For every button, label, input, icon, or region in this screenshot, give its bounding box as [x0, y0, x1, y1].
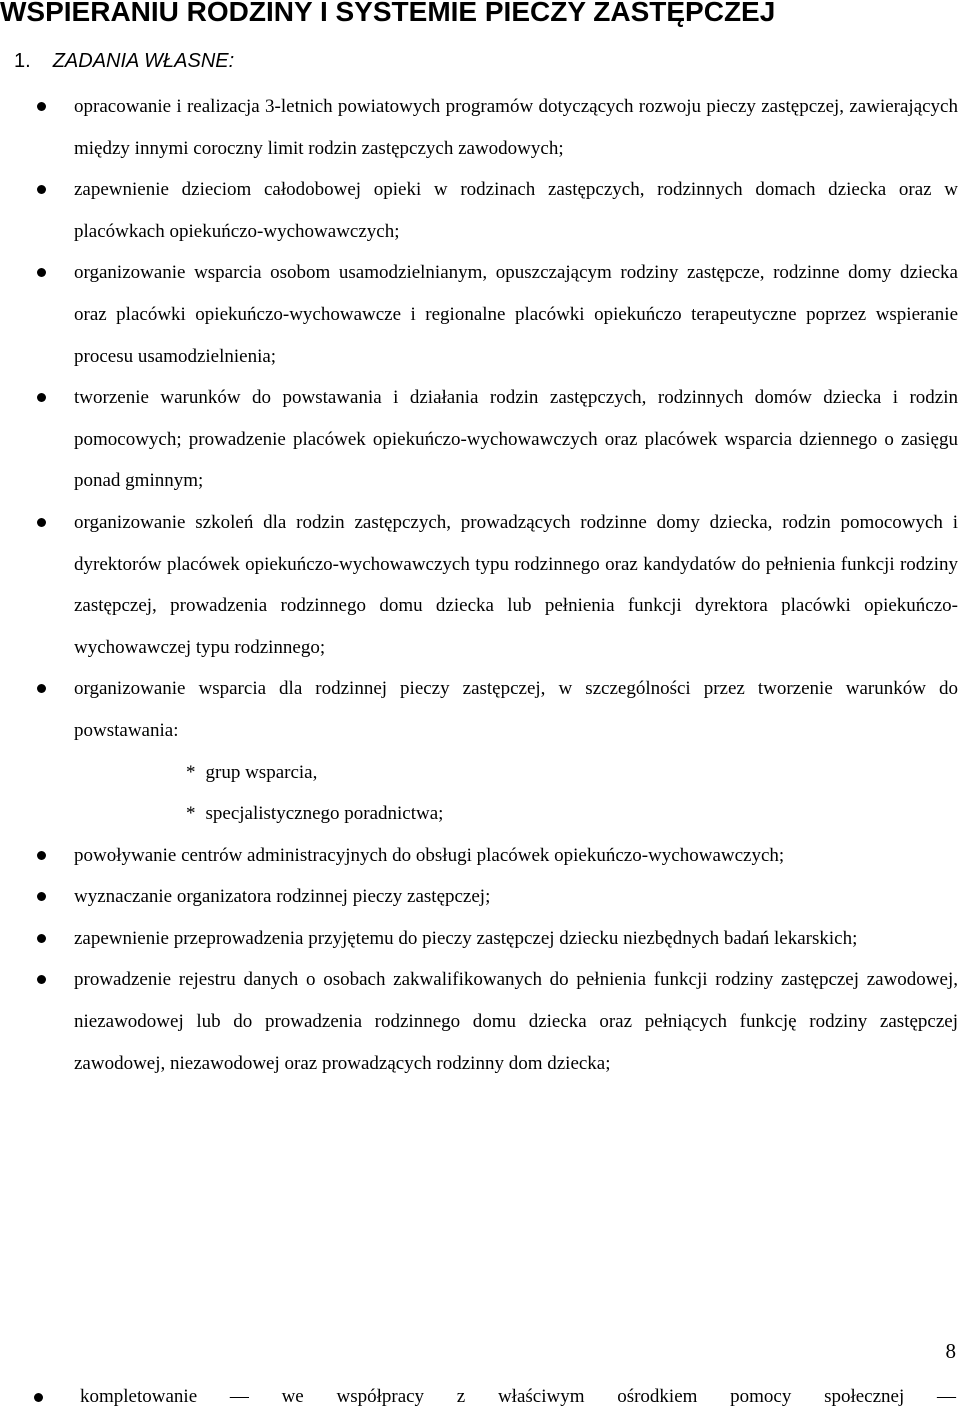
page-number: 8 [945, 1339, 956, 1363]
sub-list-item [74, 793, 958, 835]
list-item: tworzenie warunków do powstawania i działania rodzin zastępczych, rodzinnych domów dziecka i rodzin pomocowych; prowadzenie placówek opiekuńczo-wychowawczych oraz placówek wsparcia dziennego o zasięgu ponad gminnym; [74, 377, 958, 502]
bullet-icon [34, 1393, 43, 1402]
sub-item-text: specjalistycznego poradnictwa; [205, 803, 444, 825]
section-heading [14, 48, 234, 74]
list-item: powoływanie centrów administracyjnych do obsługi placówek opiekuńczo-wychowawczych; [74, 835, 958, 877]
list-item: zapewnienie przeprowadzenia przyjętemu do pieczy zastępczej dziecku niezbędnych badań lekarskich; [74, 918, 958, 960]
list-item-partial: kompletowanie — we współpracy z właściwym ośrodkiem pomocy społecznej — [80, 1386, 956, 1407]
list-item: prowadzenie rejestru danych o osobach zakwalifikowanych do pełnienia funkcji rodziny zastępczej zawodowej, niezawodowej lub do prowadzenia rodzinnego domu dziecka oraz pełniących funkcję rodziny zastępczej zawodowej, niezawodowej oraz prowadzących rodzinny dom dziecka; [74, 959, 958, 1084]
section-title: ZADANIA WŁASNE: [52, 50, 235, 72]
list-item [74, 668, 958, 834]
list-item: organizowanie wsparcia osobom usamodzielnianym, opuszczającym rodziny zastępcze, rodzinne domy dziecka oraz placówki opiekuńczo-wychowawcze i regionalne placówki opiekuńczo terapeutyczne poprzez wspieranie procesu usamodzielnienia; [74, 252, 958, 377]
list-item: organizowanie szkoleń dla rodzin zastępczych, prowadzących rodzinne domy dziecka, rodzin pomocowych i dyrektorów placówek opiekuńczo-wychowawczych typu rodzinnego oraz kandydatów do pełnienia funkcji rodziny zastępczej, prowadzenia rodzinnego domu dziecka lub pełnienia funkcji dyrektora placówki opiekuńczo-wychowawczej typu rodzinnego; [74, 502, 958, 668]
section-number: 1. [14, 50, 31, 72]
list-item: wyznaczanie organizatora rodzinnej pieczy zastępczej; [74, 876, 958, 918]
sub-item-marker: * [186, 761, 196, 783]
page-header: WSPIERANIU RODZINY I SYSTEMIE PIECZY ZASTĘPCZEJ [0, 0, 776, 27]
list-item: zapewnienie dzieciom całodobowej opieki w rodzinach zastępczych, rodzinnych domach dziecka oraz w placówkach opiekuńczo-wychowawczych; [74, 169, 958, 252]
list-item: opracowanie i realizacja 3-letnich powiatowych programów dotyczących rozwoju pieczy zastępczej, zawierających między innymi coroczny limit rodzin zastępczych zawodowych; [74, 86, 958, 169]
sub-list-item [74, 752, 958, 794]
task-list [74, 86, 958, 1084]
list-item-text: organizowanie wsparcia dla rodzinnej pieczy zastępczej, w szczególności przez tworzenie warunków do powstawania: [74, 678, 958, 741]
sub-item-text: grup wsparcia, [205, 761, 318, 783]
sub-item-marker: * [186, 803, 196, 825]
